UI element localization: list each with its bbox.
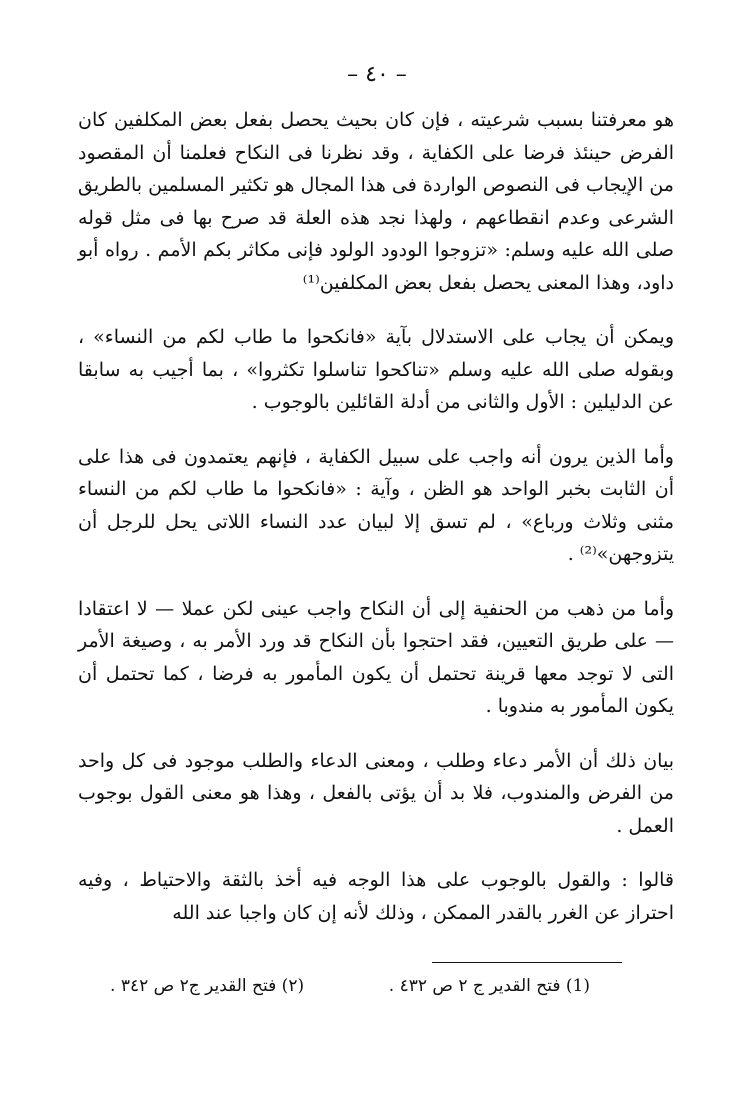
- page-number: – ٤٠ –: [347, 62, 407, 87]
- footnote-2: (٢) فتح القدير ج٢ ص ٣٤٢ .: [110, 976, 305, 996]
- paragraph-1: هو معرفتنا بسبب شرعيته ، فإن كان بحيث يحصل بفعل بعض المكلفين كان الفرض حينئذ فرضا على الكفاية ، وقد نظرنا فى النكاح فعلمنا أن المقصود من الإيجاب فى النصوص الواردة فى هذا المجال هو تكثير المسلمين بالطريق الشرعى وعدم انقطاعهم ، ولهذا نجد هذه العلة قد صرح بها فى مثل قوله صلى الله عليه وسلم: «تزوجوا الودود الولود فإنى مكاثر بكم الأمم . رواه أبو داود، وهذا المعنى يحصل بفعل بعض المكلفين⁽¹⁾: [78, 109, 674, 294]
- main-text: [78, 104, 674, 951]
- footnotes: [110, 976, 590, 996]
- paragraph-6: قالوا : والقول بالوجوب على هذا الوجه فيه أخذ بالثقة والاحتياط ، وفيه احتراز عن الغرر بالقدر الممكن ، وذلك لأنه إن كان واجبا عند الله: [78, 869, 674, 924]
- footnote-divider: [432, 962, 622, 963]
- footnote-1: (1) فتح القدير ج ٢ ص ٤٣٢ .: [388, 976, 590, 996]
- paragraph-4: وأما من ذهب من الحنفية إلى أن النكاح واجب عينى لكن عملا — لا اعتقادا — على طريق التعيين، فقد احتجوا بأن النكاح قد ورد الأمر به ، وصيغة الأمر التى لا توجد معها قرينة تحتمل أن يكون المأمور به فرضا ، كما تحتمل أن يكون المأمور به مندوبا .: [78, 597, 674, 717]
- paragraph-3: وأما الذين يرون أنه واجب على سبيل الكفاية ، فإنهم يعتمدون فى هذا على أن الثابت بخبر الواحد هو الظن ، وآية : «فانكحوا ما طاب لكم من النساء مثنى وثلاث ورباع» ، لم تسق إلا لبيان عدد النساء اللاتى يحل للرجل أن يتزوجهن»⁽²⁾ .: [78, 445, 674, 565]
- paragraph-2: ويمكن أن يجاب على الاستدلال بآية «فانكحوا ما طاب لكم من النساء» ، وبقوله صلى الله عليه وسلم «تناكحوا تناسلوا تكثروا» ، بما أجيب به سابقا عن الدليلين : الأول والثانى من أدلة القائلين بالوجوب .: [78, 326, 674, 413]
- paragraph-5: بيان ذلك أن الأمر دعاء وطلب ، ومعنى الدعاء والطلب موجود فى كل واحد من الفرض والمندوب، فلا بد أن يؤتى بالفعل ، وهذا هو معنى القول بوجوب العمل .: [78, 749, 674, 837]
